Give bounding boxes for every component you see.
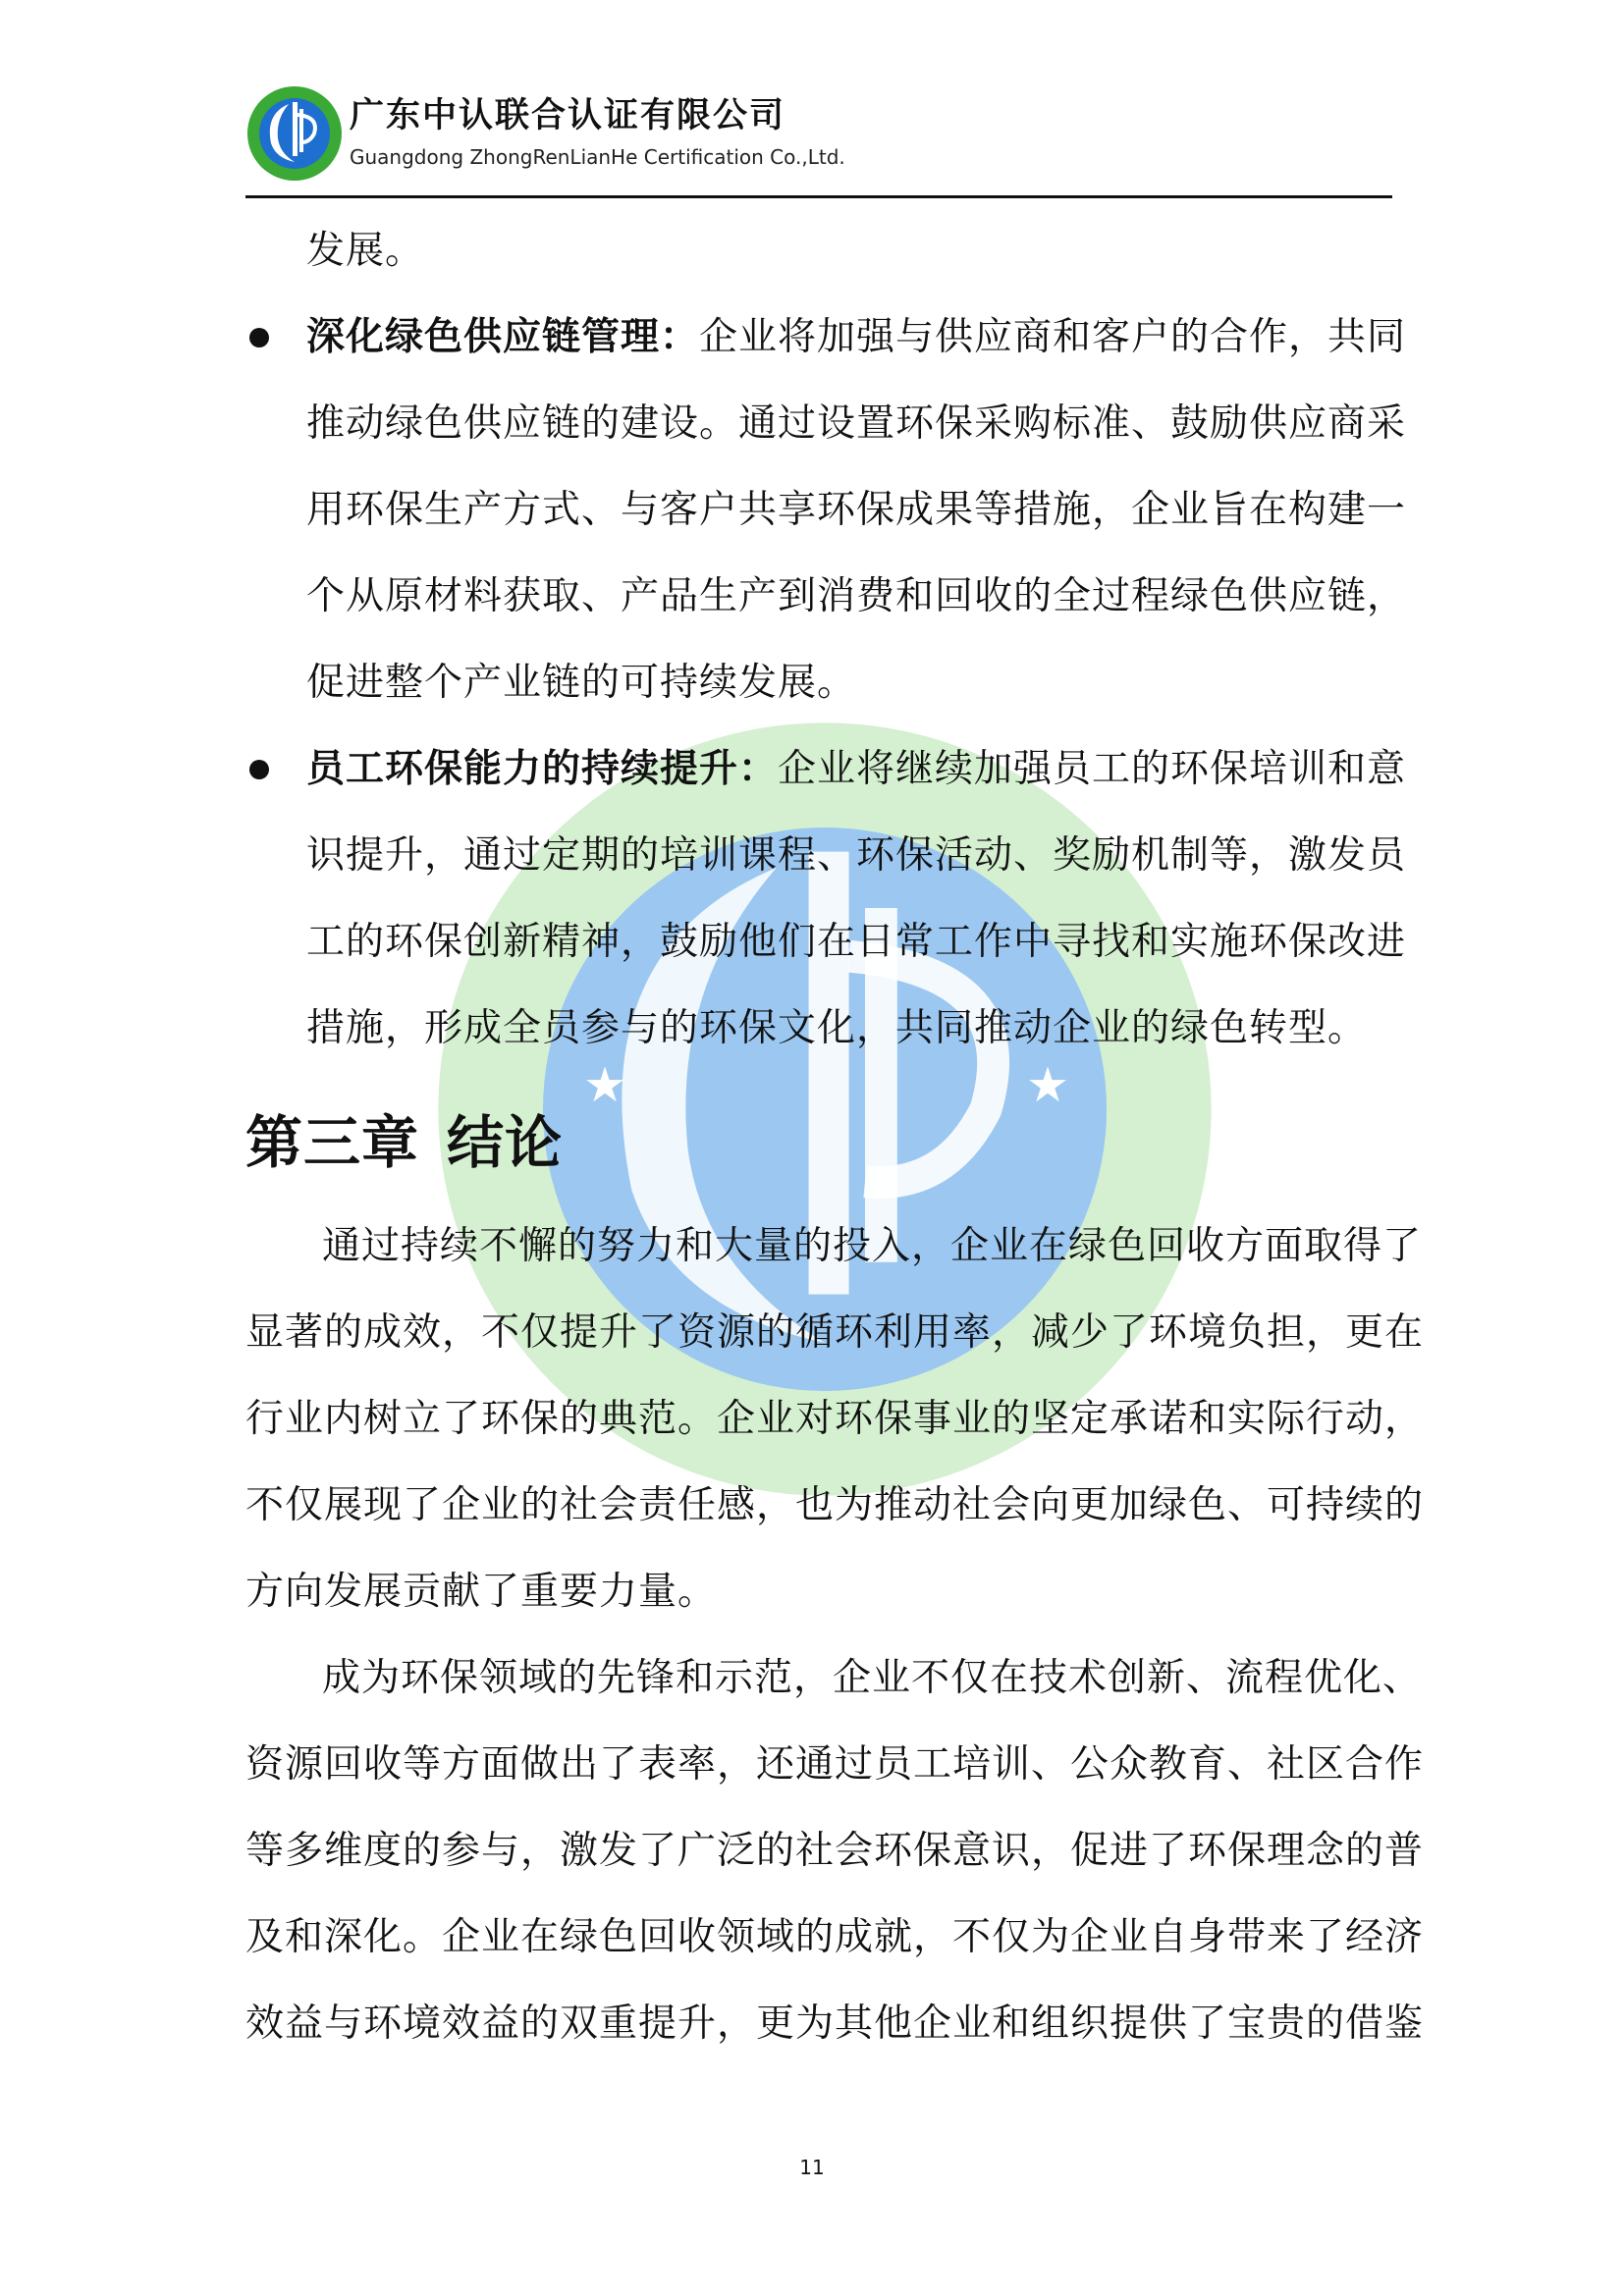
- company-name-cn: 广东中认联合认证有限公司: [350, 96, 786, 135]
- bullet-text: 工的环保创新精神，鼓励他们在日常工作中寻找和实施环保改进: [306, 920, 1407, 964]
- paragraph-line: 不仅展现了企业的社会责任感，也为推动社会向更加绿色、可持续的: [245, 1483, 1425, 1527]
- bullet-dot-icon: [249, 328, 269, 347]
- certification-seal-logo-icon: [245, 84, 344, 183]
- bullet-item-employee-training: [245, 726, 1407, 1072]
- company-name-en: Guangdong ZhongRenLianHe Certification Co.,Ltd.: [350, 145, 845, 169]
- paragraph-line: 显著的成效，不仅提升了资源的循环利用率，减少了环境负担，更在: [245, 1310, 1425, 1355]
- page-content: [245, 208, 1425, 2067]
- chapter-title: 结论: [447, 1109, 564, 1176]
- bullet-text: 措施，形成全员参与的环保文化，共同推动企业的绿色转型。: [306, 1006, 1368, 1050]
- paragraph-line: 资源回收等方面做出了表率，还通过员工培训、公众教育、社区合作: [245, 1742, 1425, 1787]
- chapter-heading: [245, 1088, 1392, 1198]
- bullet-text: 企业将加强与供应商和客户的合作，共同: [699, 315, 1407, 359]
- paragraph-line: 等多维度的参与，激发了广泛的社会环保意识，促进了环保理念的普: [245, 1829, 1425, 1873]
- chapter-number: 第三章: [245, 1109, 420, 1176]
- paragraph-conclusion-1: [245, 1203, 1425, 1635]
- svg-text:★: ★: [1026, 1055, 1070, 1113]
- bullet-text: 企业将继续加强员工的环保培训和意: [778, 747, 1407, 791]
- paragraph-line: 通过持续不懈的努力和大量的投入，企业在绿色回收方面取得了: [322, 1224, 1423, 1268]
- bullet-text: 个从原材料获取、产品生产到消费和回收的全过程绿色供应链，: [306, 574, 1407, 618]
- bullet-first-line: [245, 294, 1407, 381]
- paragraph-line: 成为环保领域的先锋和示范，企业不仅在技术创新、流程优化、: [322, 1656, 1423, 1700]
- header-divider: [245, 195, 1392, 198]
- bullet-text: 识提升，通过定期的培训课程、环保活动、奖励机制等，激发员: [306, 833, 1407, 878]
- bullet-dot-icon: [249, 760, 269, 779]
- paragraph-conclusion-2: [245, 1635, 1425, 2067]
- bullet-title: 深化绿色供应链管理：: [306, 315, 700, 359]
- bullet-text: 用环保生产方式、与客户共享环保成果等措施，企业旨在构建一: [306, 488, 1407, 532]
- svg-text:★: ★: [583, 1055, 627, 1113]
- bullet-text: 推动绿色供应链的建设。通过设置环保采购标准、鼓励供应商采: [306, 401, 1407, 446]
- paragraph-line: 方向发展贡献了重要力量。: [245, 1570, 718, 1614]
- bullet-item-supply-chain: [245, 294, 1407, 726]
- paragraph-line: 及和深化。企业在绿色回收领域的成就，不仅为企业自身带来了经济: [245, 1915, 1425, 1959]
- page-number: 11: [799, 2156, 825, 2179]
- page-header: [245, 75, 1392, 196]
- bullet-title: 员工环保能力的持续提升：: [306, 747, 779, 791]
- continuation-line: 发展。: [306, 229, 425, 273]
- paragraph-line: 行业内树立了环保的典范。企业对环保事业的坚定承诺和实际行动，: [245, 1397, 1425, 1441]
- paragraph-line: 效益与环境效益的双重提升，更为其他企业和组织提供了宝贵的借鉴: [245, 2002, 1425, 2046]
- bullet-first-line: [245, 726, 1407, 813]
- bullet-text: 促进整个产业链的可持续发展。: [306, 661, 857, 705]
